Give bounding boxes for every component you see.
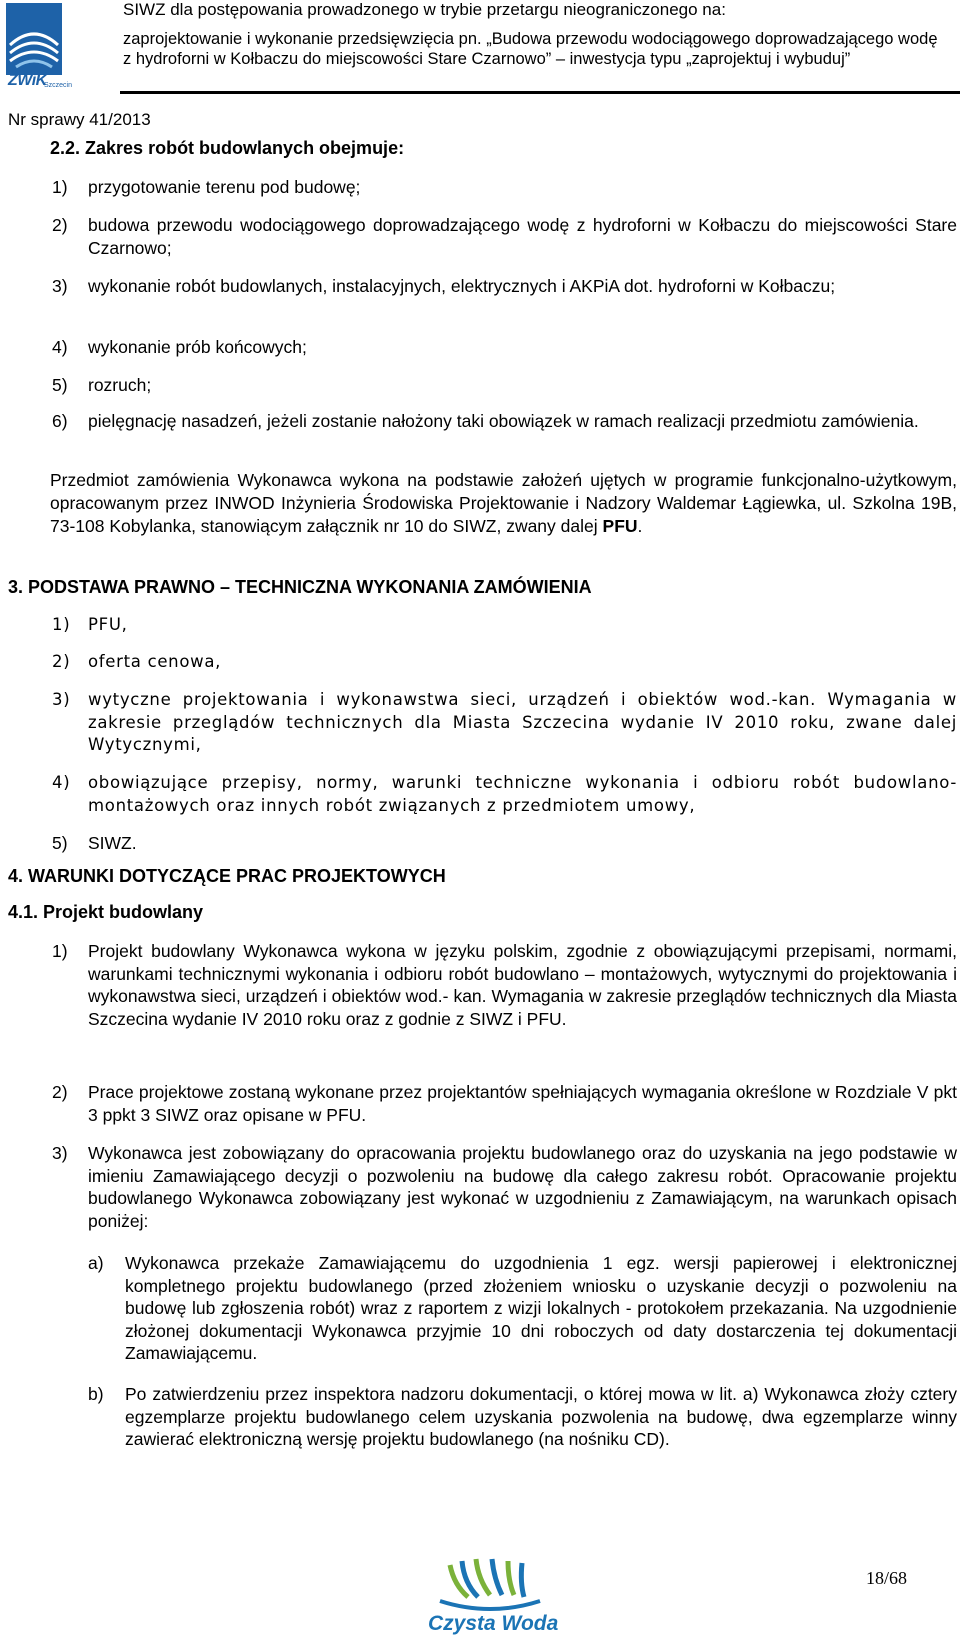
list-item-text: obowiązujące przepisy, normy, warunki techniczne wykonania i odbioru robót budowlano-montażowych oraz innych robót związanych z przedmiotem umowy, <box>88 773 957 815</box>
list-item <box>52 651 957 674</box>
list-item-number: 5) <box>52 375 68 395</box>
sub-list-item <box>88 1383 957 1451</box>
scope-paragraph <box>50 469 957 538</box>
sub-list-item <box>88 1252 957 1365</box>
list-item-number: 2) <box>52 1082 68 1102</box>
list-item-number: 5) <box>52 833 68 853</box>
list-item-number: 1) <box>52 177 68 197</box>
list-item-text: PFU, <box>88 615 128 634</box>
list-item-text: rozruch; <box>88 375 152 395</box>
sub-list-item-text: Wykonawca przekaże Zamawiającemu do uzgodnienia 1 egz. wersji papierowej i elektronicznej kompletnego projektu budowlanego (przed złożeniem wniosku o uzyskanie decyzji o pozwoleniu na budowę lub zgłoszenia robót) wraz z raportem z wizji lokalnych - protokołem przekazania. Na uzgodnienie złożonej dokumentacji Wykonawca przyjmie 10 dni roboczych od daty dostarczenia tej dokumentacji Zamawiającemu. <box>125 1253 957 1363</box>
header-line-1: SIWZ dla postępowania prowadzonego w trybie przetargu nieograniczonego na: <box>123 0 726 19</box>
sub-list-item-text: Po zatwierdzeniu przez inspektora nadzoru dokumentacji, o której mowa w lit. a) Wykonawca złoży cztery egzemplarze projektu budowlanego celem uzyskania pozwolenia na budowę, dwa egzemplarze winny zawierać elektroniczną wersję projektu budowlanego (na nośniku CD). <box>125 1384 957 1449</box>
list-item-number: 2) <box>52 215 68 235</box>
list-item <box>52 374 957 397</box>
list-item-number: 1) <box>52 615 71 634</box>
list-item <box>52 275 957 298</box>
czysta-woda-logo-icon <box>420 1555 560 1615</box>
list-item <box>52 214 957 259</box>
logo-subtext: Szczecin <box>44 82 73 89</box>
sub-list-item-letter: a) <box>88 1253 104 1273</box>
list-item-text: wykonanie robót budowlanych, instalacyjnych, elektrycznych i AKPiA dot. hydroforni w Kołbaczu; <box>88 276 836 296</box>
list-item-text: budowa przewodu wodociągowego doprowadzającego wodę z hydroforni w Kołbaczu do miejscowości Stare Czarnowo; <box>88 215 957 258</box>
list-item-text: Prace projektowe zostaną wykonane przez projektantów spełniających wymagania określone w Rozdziale V pkt 3 ppkt 3 SIWZ oraz opisane w PFU. <box>88 1082 957 1125</box>
section-4-title: 4. WARUNKI DOTYCZĄCE PRAC PROJEKTOWYCH <box>8 866 446 886</box>
list-item-number: 3) <box>52 1143 68 1163</box>
list-item <box>52 772 957 817</box>
list-item <box>52 614 957 637</box>
list-item-text: oferta cenowa, <box>88 652 222 671</box>
list-item-text: Projekt budowlany Wykonawca wykona w języku polskim, zgodnie z obowiązującymi przepisami, normami, warunkami technicznymi wykonania i odbioru robót budowlano – montażowych, wytycznymi do projektowania i wykonawstwa sieci, urządzeń i obiektów wod.- kan. Wymagania w zakresie przeglądów technicznych dla Miasta Szczecina wydanie IV 2010 roku oraz z godnie z SIWZ i PFU. <box>88 941 957 1029</box>
zwik-logo-icon <box>6 3 62 75</box>
section-2-2-title: 2.2. Zakres robót budowlanych obejmuje: <box>50 138 405 158</box>
list-item <box>52 176 957 199</box>
list-item-number: 4) <box>52 337 68 357</box>
list-item-text: wytyczne projektowania i wykonawstwa sieci, urządzeń i obiektów wod.-kan. Wymagania w zakresie przeglądów technicznych dla Miasta Szczecina wydanie IV 2010 roku, zwane dalej Wytycznymi, <box>88 690 957 754</box>
list-item-number: 2) <box>52 652 71 671</box>
list-item <box>52 940 957 1030</box>
list-item-number: 3) <box>52 276 68 296</box>
page-number: 18/68 <box>866 1568 908 1588</box>
list-item-number: 4) <box>52 773 71 792</box>
scope-paragraph-text: Przedmiot zamówienia Wykonawca wykona na podstawie założeń ujętych w programie funkcjonalno-użytkowym, opracowanym przez INWOD Inżynieria Środowiska Projektowanie i Nadzory Waldemar Łągiewka, ul. Szkolna 19B, 73-108 Kobylanka, stanowiącym załącznik nr 10 do SIWZ, zwany dalej <box>50 470 957 536</box>
section-4-1-title: 4.1. Projekt budowlany <box>8 902 204 922</box>
list-item <box>52 689 957 757</box>
list-item-number: 1) <box>52 941 68 961</box>
header-divider <box>120 91 960 94</box>
logo-text: ZWiK <box>8 72 47 89</box>
scope-paragraph-end: . <box>637 516 643 536</box>
header-line-2: zaprojektowanie i wykonanie przedsięwzięcia pn. „Budowa przewodu wodociągowego doprowadzającego wodę <box>123 30 938 48</box>
list-item-number: 6) <box>52 411 68 431</box>
list-item-text: pielęgnację nasadzeń, jeżeli zostanie nałożony taki obowiązek w ramach realizacji przedmiotu zamówienia. <box>88 411 919 431</box>
footer-logo-text: Czysta Woda <box>428 1612 559 1635</box>
pfu-term: PFU <box>602 516 638 536</box>
header-line-3: z hydroforni w Kołbaczu do miejscowości Stare Czarnowo” – inwestycja typu „zaprojektuj i wybuduj” <box>123 50 851 68</box>
list-item <box>52 410 957 433</box>
sub-list-item-letter: b) <box>88 1384 104 1404</box>
list-item-text: Wykonawca jest zobowiązany do opracowania projektu budowlanego oraz do uzyskania na jego podstawie w imieniu Zamawiającego decyzji o pozwoleniu na budowę dla całego zakresu robót. Opracowanie projektu budowlanego Wykonawca zobowiązany jest wykonać w uzgodnieniu z Zamawiającym, na warunkach opisach poniżej: <box>88 1143 957 1231</box>
list-item <box>52 832 957 855</box>
list-item <box>52 336 957 359</box>
section-3-title: 3. PODSTAWA PRAWNO – TECHNICZNA WYKONANIA ZAMÓWIENIA <box>8 577 592 597</box>
list-item <box>52 1142 957 1232</box>
list-item-text: SIWZ. <box>88 833 137 853</box>
list-item-text: przygotowanie terenu pod budowę; <box>88 177 361 197</box>
list-item-text: wykonanie prób końcowych; <box>88 337 307 357</box>
case-number: Nr sprawy 41/2013 <box>8 110 151 129</box>
list-item <box>52 1081 957 1126</box>
page-header <box>0 0 960 96</box>
list-item-number: 3) <box>52 690 71 709</box>
